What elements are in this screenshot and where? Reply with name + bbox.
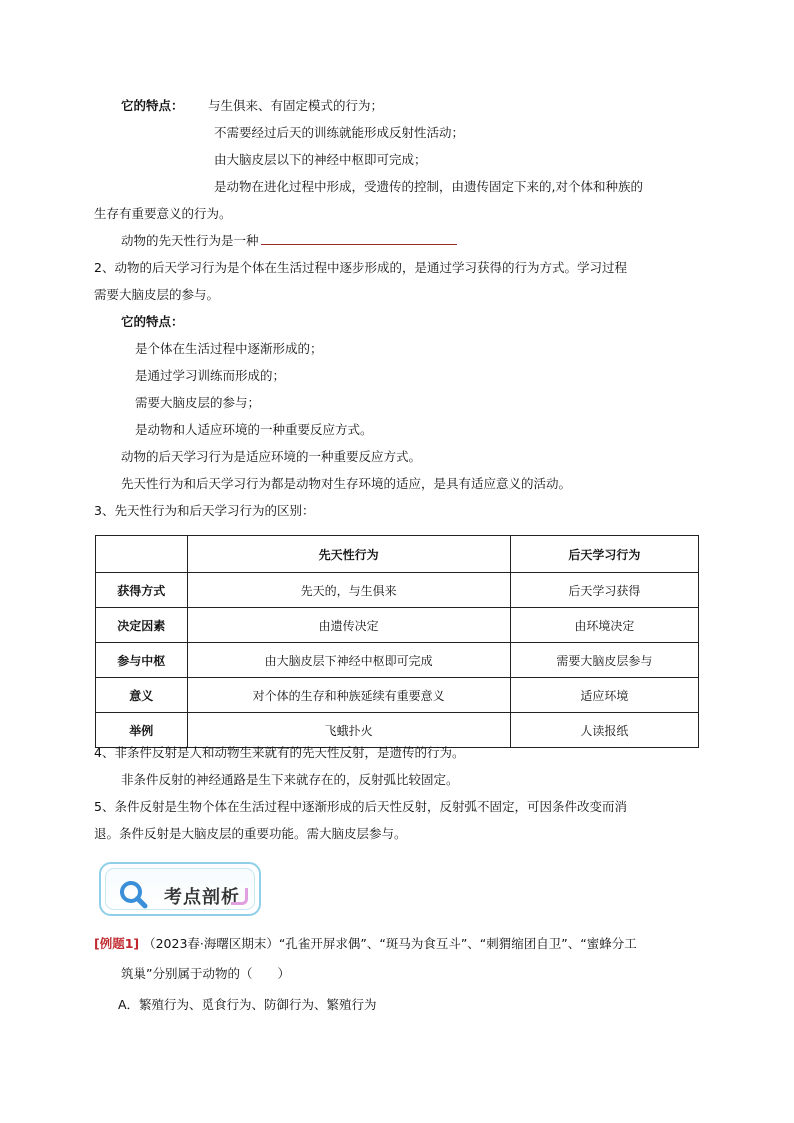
section-banner	[99, 862, 261, 916]
learned-summary: 动物的后天学习行为是适应环境的一种重要反应方式。	[121, 449, 422, 464]
table-header-row	[96, 536, 699, 573]
learned-intro-a: 2、动物的后天学习行为是个体在生活过程中逐步形成的，是通过学习获得的行为方式。学习过程	[94, 260, 627, 275]
banner-inner	[105, 868, 255, 910]
example-question-text: （2023春·海曙区期末）“孔雀开屏求偶”、“斑马为食互斗”、“刺猬缩团自卫”、“蜜蜂分工	[143, 936, 637, 951]
innate-summary	[121, 232, 457, 250]
table-cell: 后天学习获得	[510, 573, 698, 608]
reflex-p4a: 4、非条件反射是人和动物生来就有的先天性反射，是遗传的行为。	[94, 745, 465, 760]
fill-in-blank[interactable]	[261, 232, 457, 245]
banner-title: 考点剖析	[164, 887, 240, 908]
table-cell: 需要大脑皮层参与	[510, 643, 698, 678]
table-row	[96, 713, 699, 748]
innate-point-4a: 是动物在进化过程中形成，受遗传的控制，由遗传固定下来的,对个体和种族的	[214, 179, 643, 194]
table-row	[96, 608, 699, 643]
learned-point-1: 是个体在生活过程中逐渐形成的；	[135, 341, 323, 356]
table-cell: 飞蛾扑火	[187, 713, 510, 748]
table-cell: 对个体的生存和种族延续有重要意义	[187, 678, 510, 713]
reflex-p4b: 非条件反射的神经通路是生下来就存在的，反射弧比较固定。	[121, 772, 459, 787]
learned-features-label: 它的特点：	[121, 314, 184, 329]
table-header-learned: 后天学习行为	[510, 536, 698, 573]
option-a[interactable]: A．繁殖行为、觅食行为、防御行为、繁殖行为	[118, 997, 377, 1012]
table-row	[96, 678, 699, 713]
learned-point-4: 是动物和人适应环境的一种重要反应方式。	[135, 422, 373, 437]
table-header-corner	[96, 536, 188, 573]
table-row-label: 参与中枢	[96, 643, 188, 678]
table-cell: 人读报纸	[510, 713, 698, 748]
table-row-label: 决定因素	[96, 608, 188, 643]
table-row-label: 举例	[96, 713, 188, 748]
table-header-innate: 先天性行为	[187, 536, 510, 573]
table-cell: 由遗传决定	[187, 608, 510, 643]
innate-point-1: 与生俱来、有固定模式的行为；	[208, 98, 384, 113]
table-row-label: 意义	[96, 678, 188, 713]
example-question-b: 筑巢”分别属于动物的（ ）	[121, 966, 290, 981]
banner-accent	[231, 888, 248, 905]
innate-point-4b: 生存有重要意义的行为。	[94, 206, 232, 221]
innate-features-label: 它的特点：	[121, 98, 184, 113]
innate-summary-text: 动物的先天性行为是一种	[121, 233, 259, 248]
example-question-a	[94, 935, 637, 953]
innate-point-2: 不需要经过后天的训练就能形成反射性活动；	[214, 125, 465, 140]
table-row	[96, 573, 699, 608]
learned-point-3: 需要大脑皮层的参与；	[135, 395, 261, 410]
learned-point-2: 是通过学习训练而形成的；	[135, 368, 286, 383]
reflex-p5b: 退。条件反射是大脑皮层的重要功能。需大脑皮层参与。	[94, 826, 407, 841]
comparison-table	[95, 535, 699, 748]
table-cell: 适应环境	[510, 678, 698, 713]
learned-intro-b: 需要大脑皮层的参与。	[94, 287, 220, 302]
table-cell: 先天的，与生俱来	[187, 573, 510, 608]
table-row-label: 获得方式	[96, 573, 188, 608]
example-tag: [例题1]	[94, 936, 140, 951]
innate-point-3: 由大脑皮层以下的神经中枢即可完成；	[214, 152, 427, 167]
table-row	[96, 643, 699, 678]
difference-title: 3、先天性行为和后天学习行为的区别：	[94, 503, 315, 518]
magnifier-icon	[118, 879, 148, 909]
both-adaptation: 先天性行为和后天学习行为都是动物对生存环境的适应，是具有适应意义的活动。	[121, 476, 572, 491]
reflex-p5a: 5、条件反射是生物个体在生活过程中逐渐形成的后天性反射，反射弧不固定，可因条件改变而消	[94, 799, 627, 814]
table-cell: 由环境决定	[510, 608, 698, 643]
table-cell: 由大脑皮层下神经中枢即可完成	[187, 643, 510, 678]
